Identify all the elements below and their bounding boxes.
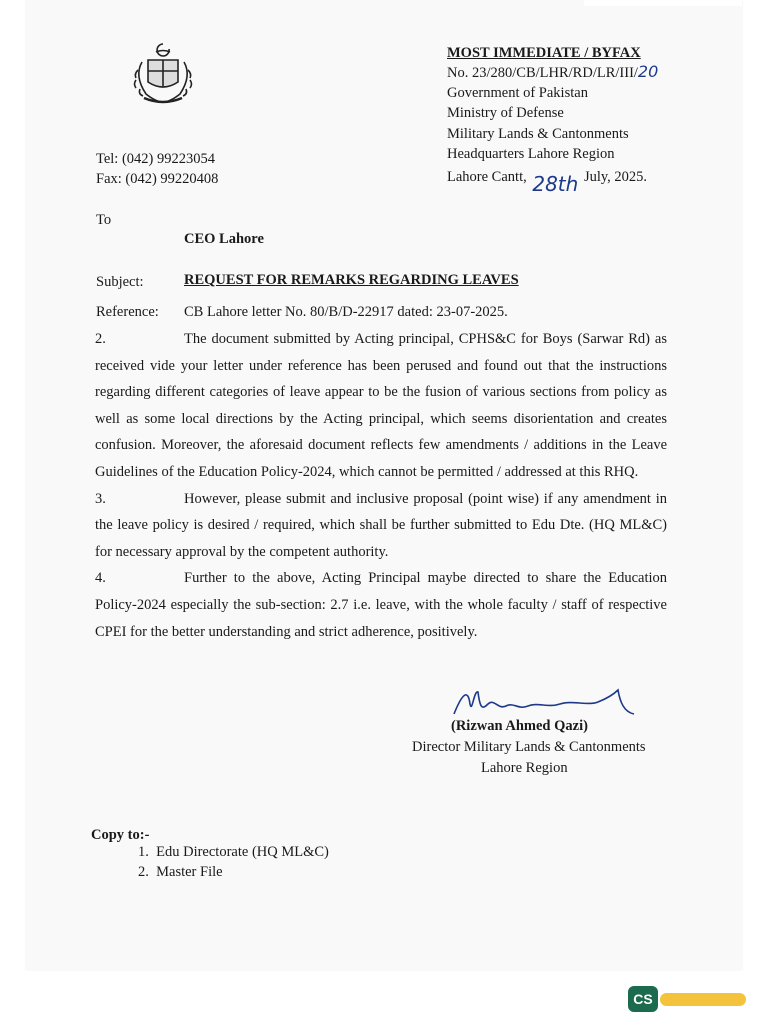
paragraph-text: Further to the above, Acting Principal maybe directed to share the Education Policy-2024 especially the sub-section: 2.7 i.e. leave, with the whole faculty / staff of respective CPEI for the better understanding and strict adherence, positively. <box>95 570 667 640</box>
org-line-3: Military Lands & Cantonments <box>447 126 629 142</box>
copy-to-list <box>138 842 329 882</box>
org-line-4: Headquarters Lahore Region <box>447 146 615 162</box>
reference-text: CB Lahore letter No. 80/B/D-22917 dated: 23-07-2025. <box>184 304 508 320</box>
paragraph-number: 3. <box>95 490 106 507</box>
camscanner-logo: CS <box>628 986 658 1012</box>
copy-to-label: Copy to:- <box>91 827 150 843</box>
letter-date <box>447 164 648 196</box>
to-label: To <box>96 212 112 228</box>
signatory-name: (Rizwan Ahmed Qazi) <box>451 718 588 734</box>
addressee-name: CEO Lahore <box>184 231 264 247</box>
paragraph-4 <box>95 565 667 645</box>
subject-label: Subject: <box>96 274 144 290</box>
letter-number-handwritten: 20 <box>637 62 659 81</box>
letter-body <box>95 326 667 645</box>
letter-number-text: No. 23/280/CB/LHR/RD/LR/III/ <box>447 65 638 81</box>
list-item: 2. Master File <box>138 864 223 880</box>
telephone: Tel: (042) 99223054 <box>96 151 215 167</box>
priority-label: MOST IMMEDIATE / BYFAX <box>447 45 641 61</box>
paragraph-3 <box>95 486 667 566</box>
state-emblem-icon <box>124 40 202 108</box>
reference-label: Reference: <box>96 304 159 320</box>
paragraph-text: However, please submit and inclusive proposal (point wise) if any amendment in the leave policy is desired / required, which shall be further submitted to Edu Dte. (HQ ML&C) for necessary approval by the competent authority. <box>95 490 667 560</box>
subject-text: REQUEST FOR REMARKS REGARDING LEAVES <box>184 272 519 288</box>
paragraph-2 <box>95 326 667 486</box>
camscanner-bar <box>660 993 746 1006</box>
date-suffix: July, 2025. <box>583 169 648 185</box>
list-item: 1. Edu Directorate (HQ ML&C) <box>138 844 329 860</box>
signatory-designation: Director Military Lands & Cantonments <box>412 739 646 755</box>
org-line-2: Ministry of Defense <box>447 105 564 121</box>
signatory-region: Lahore Region <box>481 760 568 776</box>
org-line-1: Government of Pakistan <box>447 85 588 101</box>
fax: Fax: (042) 99220408 <box>96 171 219 187</box>
letter-number <box>447 62 658 84</box>
page-edge <box>584 0 742 6</box>
date-handwritten: 28th <box>532 172 579 196</box>
paragraph-number: 4. <box>95 570 106 587</box>
date-prefix: Lahore Cantt, <box>447 169 527 185</box>
paragraph-text: The document submitted by Acting principal, CPHS&C for Boys (Sarwar Rd) as received vide your letter under reference has been perused and found out that the instructions regarding different categories of leave appear to be the fusion of various sections from policy as well as some local directions by the Acting principal, which seems disorientation and creates confusion. Moreover, the aforesaid document reflects few amendments / additions in the Leave Guidelines of the Education Policy-2024, which cannot be permitted / addressed at this RHQ. <box>95 331 667 480</box>
paragraph-number: 2. <box>95 331 106 347</box>
